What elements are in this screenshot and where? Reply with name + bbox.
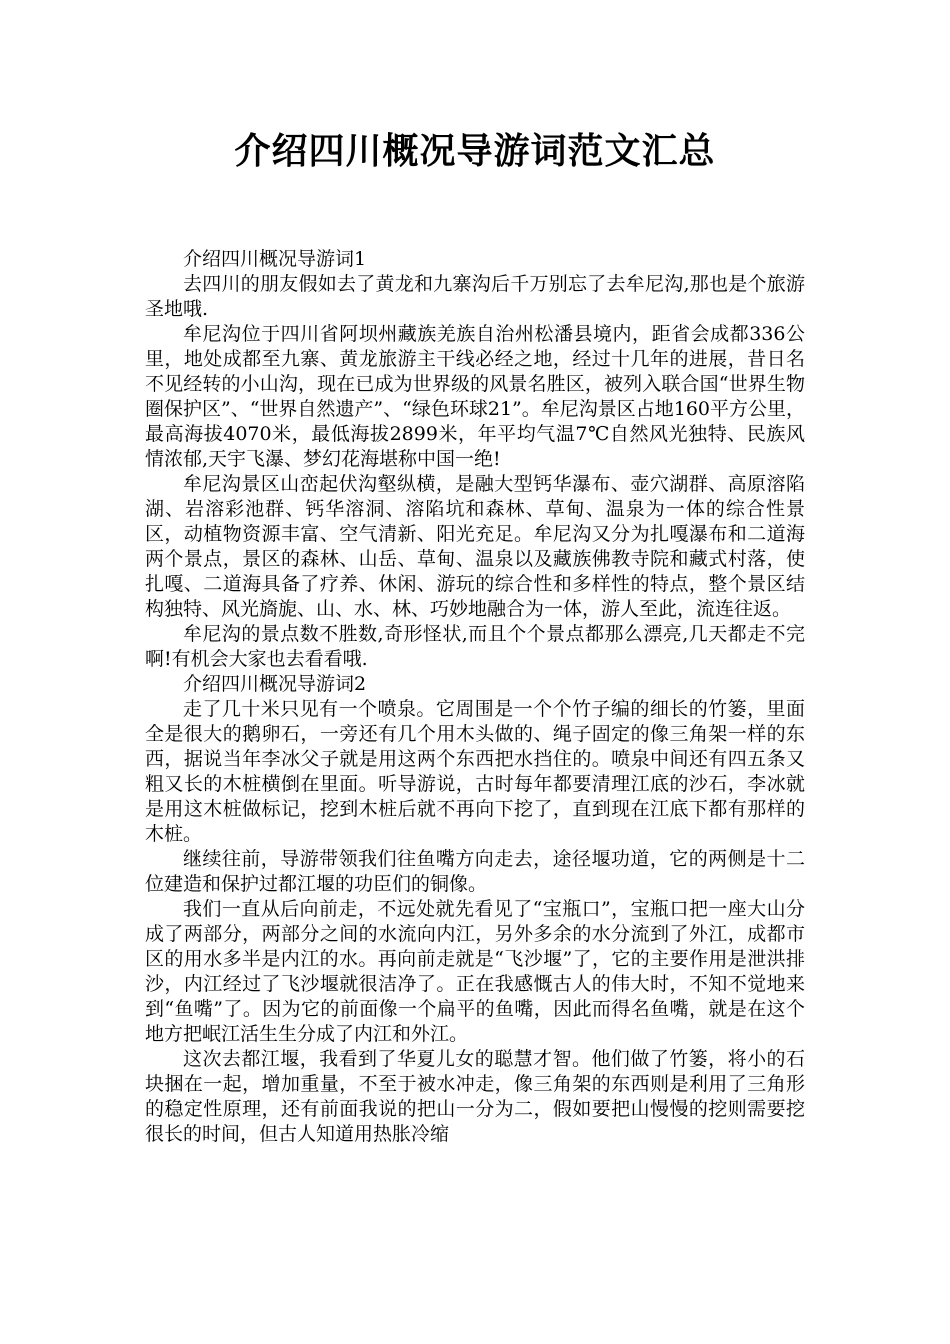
section-heading-1: 介绍四川概况导游词1 bbox=[183, 248, 367, 270]
document-body bbox=[145, 247, 805, 1147]
paragraph: 牟尼沟景区山峦起伏沟壑纵横，是融大型钙华瀑布、壶穴湖群、高原溶陷湖、岩溶彩池群、钙华溶洞、溶陷坑和森林、草甸、温泉为一体的综合性景区，动植物资源丰富、空气清新、阳光充足。牟尼沟又分为扎嘎瀑布和二道海两个景点，景区的森林、山岳、草甸、温泉以及藏族佛教寺院和藏式村落，使扎嘎、二道海具备了疗养、休闲、游玩的综合性和多样性的特点，整个景区结构独特、风光旖旎、山、水、林、巧妙地融合为一体，游人至此，流连往返。 bbox=[145, 473, 805, 620]
paragraph: 我们一直从后向前走，不远处就先看见了“宝瓶口”，宝瓶口把一座大山分成了两部分，两部分之间的水流向内江，另外多余的水分流到了外江，成都市区的用水多半是内江的水。再向前走就是“飞沙堰”了，它的主要作用是泄洪排沙，内江经过了飞沙堰就很洁净了。正在我感慨古人的伟大时，不知不觉地来到“鱼嘴”了。因为它的前面像一个扁平的鱼嘴，因此而得名鱼嘴，就是在这个地方把岷江活生生分成了内江和外江。 bbox=[145, 898, 805, 1045]
paragraph: 走了几十米只见有一个喷泉。它周围是一个个竹子编的细长的竹篓，里面全是很大的鹅卵石，一旁还有几个用木头做的、绳子固定的像三角架一样的东西，据说当年李冰父子就是用这两个东西把水挡住的。喷泉中间还有四五条又粗又长的木桩横倒在里面。听导游说，古时每年都要清理江底的沙石，李冰就是用这木桩做标记，挖到木桩后就不再向下挖了，直到现在江底下都有那样的木桩。 bbox=[145, 698, 805, 845]
document-title: 介绍四川概况导游词范文汇总 bbox=[234, 131, 716, 172]
paragraph: 牟尼沟的景点数不胜数,奇形怪状,而且个个景点都那么漂亮,几天都走不完啊!有机会大家也去看看哦. bbox=[145, 623, 805, 670]
paragraph: 牟尼沟位于四川省阿坝州藏族羌族自治州松潘县境内，距省会成都336公里，地处成都至九寨、黄龙旅游主干线必经之地，经过十几年的进展，昔日名不见经转的小山沟，现在已成为世界级的风景名胜区，被列入联合国“世界生物圈保护区”、“世界自然遗产”、“绿色环球21”。牟尼沟景区占地160平方公里，最高海拔4070米，最低海拔2899米，年平均气温7℃自然风光独特、民族风情浓郁,天宇飞瀑、梦幻花海堪称中国一绝! bbox=[145, 323, 806, 470]
paragraph: 去四川的朋友假如去了黄龙和九寨沟后千万别忘了去牟尼沟,那也是个旅游圣地哦. bbox=[145, 273, 805, 320]
section-heading-2: 介绍四川概况导游词2 bbox=[183, 673, 367, 695]
paragraph: 继续往前，导游带领我们往鱼嘴方向走去，途径堰功道，它的两侧是十二位建造和保护过都江堰的功臣们的铜像。 bbox=[145, 848, 805, 895]
paragraph: 这次去都江堰，我看到了华夏儿女的聪慧才智。他们做了竹篓，将小的石块捆在一起，增加重量，不至于被水冲走，像三角架的东西则是利用了三角形的稳定性原理，还有前面我说的把山一分为二，假如要把山慢慢的挖则需要挖很长的时间，但古人知道用热胀冷缩 bbox=[145, 1048, 805, 1145]
